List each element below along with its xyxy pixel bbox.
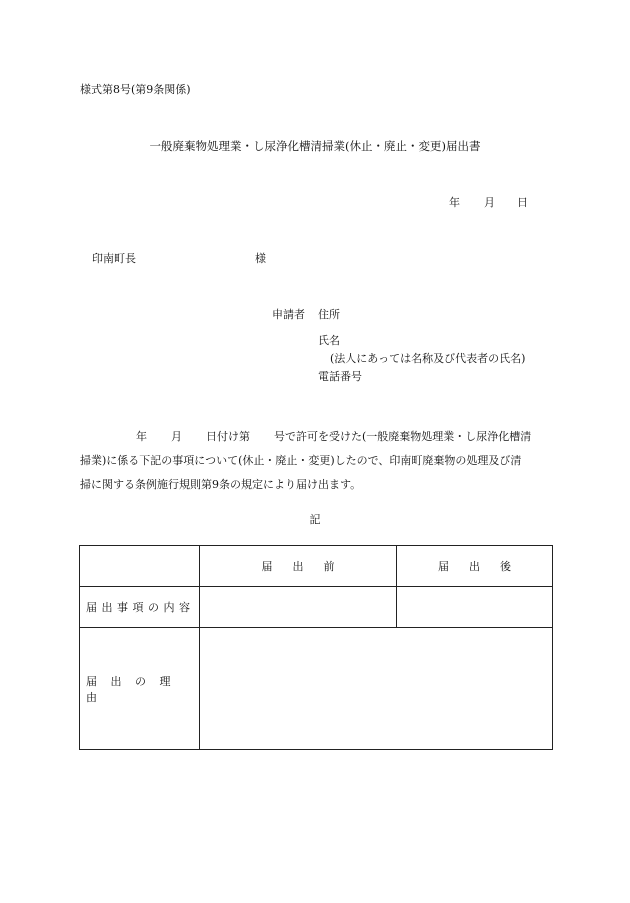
content-before-cell[interactable]	[200, 587, 397, 628]
date-year-label: 年	[449, 196, 460, 209]
body-line-3: 掃に関する条例施行規則第9条の規定により届け出ます。	[80, 478, 362, 491]
body-year: 年	[136, 430, 147, 443]
body-number-suffix: 号で許可を受けた(一般廃棄物処理業・し尿浄化槽清	[274, 430, 532, 443]
ki-label: 記	[309, 513, 321, 526]
applicant-label: 申請者	[272, 308, 305, 321]
notice-table	[79, 545, 553, 750]
body-line-1	[80, 425, 555, 449]
address-label: 住所	[318, 308, 340, 321]
table-header-row	[80, 546, 553, 587]
date-month-label: 月	[484, 196, 495, 209]
notice-body	[80, 425, 555, 497]
date-day-label: 日	[517, 196, 528, 209]
header-before-cell: 届出前	[200, 546, 397, 587]
document-title: 一般廃棄物処理業・し尿浄化槽清掃業(休止・廃止・変更)届出書	[149, 139, 481, 153]
name-label: 氏名	[318, 334, 340, 347]
name-note: (法人にあっては名称及び代表者の氏名)	[330, 352, 526, 365]
phone-label: 電話番号	[318, 370, 362, 383]
content-after-cell[interactable]	[397, 587, 553, 628]
table-row-content	[80, 587, 553, 628]
recipient-honorific: 様	[255, 252, 266, 265]
table-row-reason	[80, 628, 553, 750]
row-reason-label: 届出の理由	[80, 628, 200, 750]
row-content-label: 届出事項の内容	[80, 587, 200, 628]
header-empty-cell	[80, 546, 200, 587]
body-month: 月	[171, 430, 182, 443]
recipient-name: 印南町長	[92, 252, 136, 265]
reason-cell[interactable]	[200, 628, 553, 750]
body-line-2: 掃業)に係る下記の事項について(休止・廃止・変更)したので、印南町廃棄物の処理及び清	[80, 454, 522, 467]
body-date-prefix: 日付け第	[206, 430, 250, 443]
header-after-cell: 届出後	[397, 546, 553, 587]
form-number: 様式第8号(第9条関係)	[80, 83, 191, 96]
